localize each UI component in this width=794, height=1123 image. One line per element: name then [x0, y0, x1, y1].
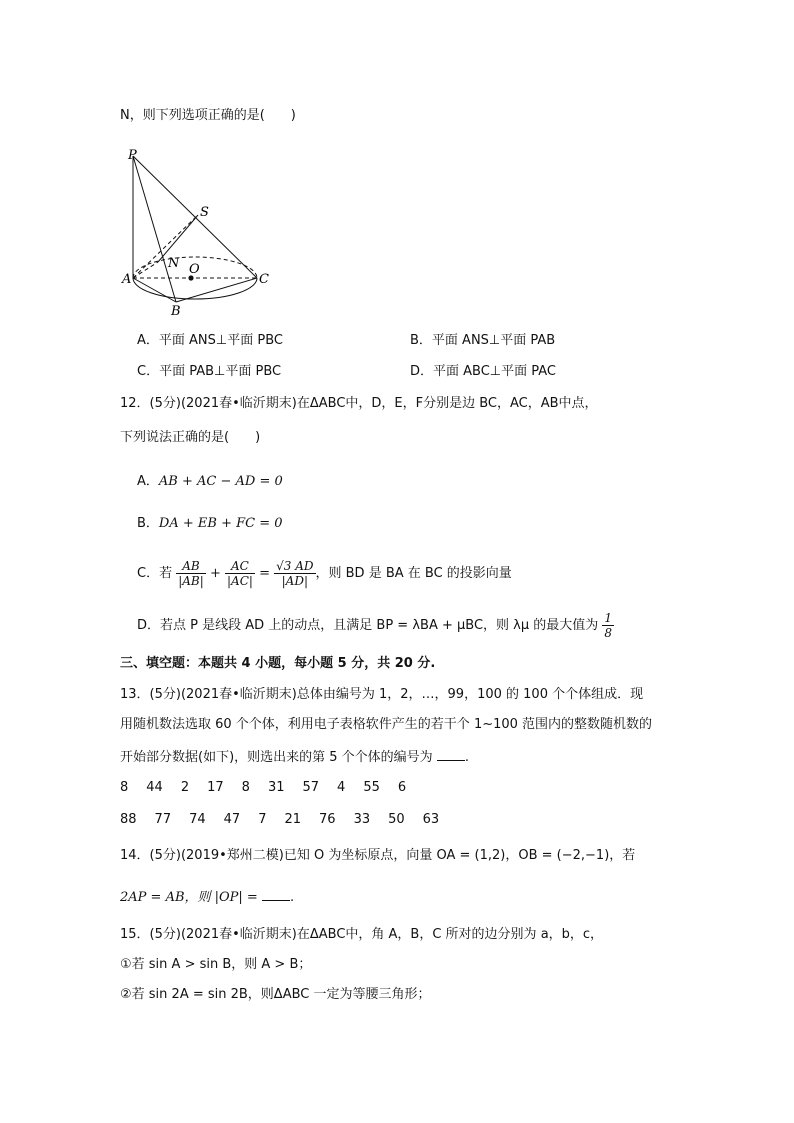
q14-line1: 14．(5分)(2019•郑州二模)已知 O 为坐标原点，向量 OA = (1,2)，OB = (−2,−1)，若 [120, 848, 636, 863]
random-number: 74 [189, 812, 206, 827]
random-number: 50 [388, 812, 405, 827]
q11-option-d: D．平面 ABC⊥平面 PAC [410, 364, 557, 379]
q13-line3 [120, 746, 469, 768]
q15-line1: 15．(5分)(2021春•临沂期末)在ΔABC中，角 A，B，C 所对的边分别为 a，b，c， [120, 927, 604, 942]
random-number: 8 [241, 780, 250, 795]
q12-option-c-tail: ，则 BD 是 BA 在 BC 的投影向量 [315, 566, 512, 581]
random-number: 44 [146, 780, 163, 795]
random-number: 7 [258, 812, 267, 827]
label-A: A [122, 272, 132, 287]
q12-option-b-label: B． [137, 516, 159, 531]
cone-pyramid-figure [118, 145, 278, 317]
random-number: 76 [319, 812, 336, 827]
random-number: 6 [397, 780, 407, 795]
random-number: 47 [223, 812, 241, 827]
label-N: N [168, 256, 180, 271]
q12-c-fraction-3: $\frac{√3 AD}{|AD|}$ [276, 559, 314, 588]
random-number: 31 [267, 780, 285, 795]
q12-option-c-label: C．若 [137, 566, 173, 581]
random-number: 2 [180, 780, 190, 795]
edge-PB [133, 156, 176, 302]
q12-option-c: C．若 $\frac{AB}{|AB|}$ + $\frac{AC}{|AC|}$ = $\frac{√3 AD}{|AD|}$ ，则 BD 是 BA 在 BC 的投影向量 [137, 559, 512, 588]
q13-answer-blank [437, 746, 465, 761]
q12-option-a-expr: AB + AC − AD = 0 [158, 474, 283, 489]
q14-line2 [120, 886, 294, 908]
q14-end-mark: . [289, 890, 295, 905]
random-number: 57 [302, 780, 320, 795]
q13-random-row-1 [120, 778, 424, 798]
q12-option-d-text: D．若点 P 是线段 AD 上的动点，且满足 BP = λBA + μBC，则 λμ 的最大值为 [137, 618, 599, 633]
q12-option-a [137, 472, 283, 492]
label-S: S [200, 205, 209, 220]
random-number: 88 [120, 812, 137, 827]
q12-d-fraction: $\frac{1}{8}$ [604, 611, 613, 640]
q12-c-fraction-2: $\frac{AC}{|AC|}$ [226, 559, 253, 588]
q15-item-2: ②若 sin 2A = sin 2B，则ΔABC 一定为等腰三角形； [120, 987, 431, 1002]
q12-option-d [137, 608, 614, 644]
random-number: 8 [120, 780, 129, 795]
random-number: 77 [154, 812, 172, 827]
q13-end-mark: . [464, 750, 469, 765]
label-B: B [171, 304, 181, 317]
segment-SN [158, 215, 198, 262]
edge-PC [133, 156, 257, 278]
random-number: 21 [284, 812, 302, 827]
q12-c-fraction-1: $\frac{AB}{|AB|}$ [178, 559, 204, 588]
q13-random-row-2 [120, 810, 457, 830]
q12-option-b [137, 514, 283, 534]
q15-item-1: ①若 sin A > sin B，则 A > B； [120, 957, 312, 972]
random-number: 33 [353, 812, 371, 827]
q13-line3-text: 开始部分数据(如下)，则选出来的第 5 个个体的编号为 [120, 750, 433, 765]
random-number: 4 [337, 780, 346, 795]
q12-line1: 12．(5分)(2021春•临沂期末)在ΔABC中，D，E，F分别是边 BC，AC，AB中点， [120, 396, 598, 411]
q12-option-a-label: A． [137, 474, 159, 489]
q11-option-c: C．平面 PAB⊥平面 PBC [137, 364, 282, 379]
q14-answer-blank [262, 886, 290, 901]
q12-line2: 下列说法正确的是( ) [120, 430, 261, 445]
q11-option-b: B．平面 ANS⊥平面 PAB [410, 333, 556, 348]
q11-stem-tail: N，则下列选项正确的是( ) [120, 108, 296, 123]
random-number: 63 [422, 812, 440, 827]
q13-line2: 用随机数法选取 60 个个体，利用电子表格软件产生的若干个 1~100 范围内的整数随机数的 [120, 717, 653, 732]
q11-option-a: A．平面 ANS⊥平面 PBC [137, 333, 283, 348]
q14-line2-text: 2AP = AB，则 |OP| = [120, 890, 258, 905]
q12-option-b-expr: DA + EB + FC = 0 [158, 516, 283, 531]
random-number: 17 [207, 780, 224, 795]
label-P: P [128, 148, 137, 163]
q13-line1: 13．(5分)(2021春•临沂期末)总体由编号为 1，2，…，99，100 的 100 个个体组成．现 [120, 687, 644, 702]
random-number: 55 [363, 780, 380, 795]
label-C: C [259, 272, 269, 287]
section-3-heading: 三、填空题：本题共 4 小题，每小题 5 分，共 20 分. [120, 656, 436, 671]
label-O: O [189, 262, 200, 277]
